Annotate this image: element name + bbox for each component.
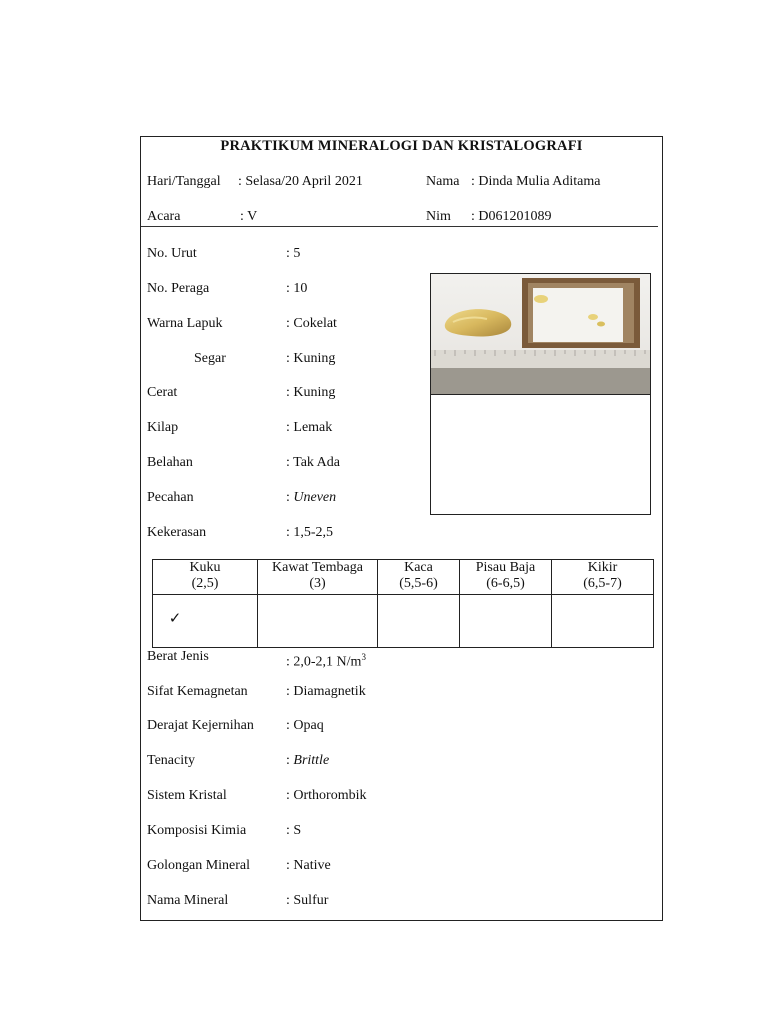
- acara-label: Acara: [147, 209, 181, 224]
- pecahan-label: Pecahan: [147, 490, 194, 505]
- warna-lapuk-label: Warna Lapuk: [147, 316, 223, 331]
- col-range: (6,5-7): [583, 576, 622, 591]
- sistem-kristal-value: : Orthorombik: [286, 788, 367, 803]
- col-name: Kawat Tembaga: [272, 560, 363, 575]
- derajat-kejernihan-label: Derajat Kejernihan: [147, 718, 254, 733]
- berat-jenis-value: : 2,0-2,1 N/m: [286, 654, 362, 670]
- col-name: Kuku: [189, 560, 221, 575]
- pecahan-value: Uneven: [293, 490, 337, 505]
- hardness-cell-kaca: [378, 595, 460, 648]
- tenacity-label: Tenacity: [147, 753, 195, 768]
- komposisi-kimia-label: Komposisi Kimia: [147, 823, 247, 838]
- hardness-result-row: [153, 595, 654, 648]
- hari-value: : Selasa/20 April 2021: [238, 174, 363, 189]
- kekerasan-value: : 1,5-2,5: [286, 525, 334, 540]
- berat-jenis-value-wrap: [286, 649, 366, 671]
- report-sheet: [140, 136, 663, 921]
- nama-value: : Dinda Mulia Aditama: [471, 174, 601, 189]
- no-urut-label: No. Urut: [147, 246, 197, 261]
- col-name: Kaca: [404, 560, 433, 575]
- hardness-cell-kuku: [153, 595, 258, 648]
- sample-photo: [431, 274, 650, 395]
- nama-label: Nama: [426, 174, 460, 189]
- hardness-header-row: [153, 560, 654, 595]
- col-range: (2,5): [191, 576, 219, 591]
- check-icon: ✓: [168, 611, 182, 627]
- tenacity-value-wrap: [286, 753, 329, 769]
- pecahan-colon: :: [286, 490, 294, 505]
- acara-value: : V: [240, 209, 258, 224]
- hardness-col-kaca: [378, 560, 460, 595]
- komposisi-kimia-value: : S: [286, 823, 302, 838]
- hardness-col-kawat: [258, 560, 378, 595]
- page-title: PRAKTIKUM MINERALOGI DAN KRISTALOGRAFI: [220, 138, 583, 154]
- derajat-kejernihan-value: : Opaq: [286, 718, 324, 733]
- cerat-value: : Kuning: [286, 385, 336, 400]
- belahan-value: : Tak Ada: [286, 455, 340, 470]
- hardness-cell-kikir: [552, 595, 654, 648]
- hari-label: Hari/Tanggal: [147, 174, 221, 189]
- belahan-label: Belahan: [147, 455, 193, 470]
- hardness-col-kuku: [153, 560, 258, 595]
- golongan-mineral-value: : Native: [286, 858, 331, 873]
- nama-mineral-label: Nama Mineral: [147, 893, 229, 908]
- kilap-label: Kilap: [147, 420, 179, 435]
- col-name: Pisau Baja: [475, 560, 536, 575]
- nim-label: Nim: [426, 209, 451, 224]
- no-peraga-value: : 10: [286, 281, 308, 296]
- segar-value: : Kuning: [286, 351, 336, 366]
- warna-lapuk-value: : Cokelat: [286, 316, 337, 331]
- no-peraga-label: No. Peraga: [147, 281, 210, 296]
- hardness-col-pisau: [460, 560, 552, 595]
- tenacity-colon: :: [286, 753, 294, 768]
- no-urut-value: : 5: [286, 246, 301, 261]
- hardness-cell-pisau: [460, 595, 552, 648]
- nim-value: : D061201089: [471, 209, 552, 224]
- pecahan-value-wrap: [286, 490, 336, 506]
- hardness-col-kikir: [552, 560, 654, 595]
- tenacity-value: Brittle: [293, 753, 330, 768]
- sifat-kemagnetan-value: : Diamagnetik: [286, 684, 366, 699]
- col-range: (6-6,5): [486, 576, 525, 591]
- berat-jenis-label: Berat Jenis: [147, 649, 209, 664]
- sulfur-sample-image: [431, 274, 650, 394]
- sample-photo-box: [430, 273, 651, 515]
- hardness-cell-kawat: [258, 595, 378, 648]
- nama-mineral-value: : Sulfur: [286, 893, 329, 908]
- sistem-kristal-label: Sistem Kristal: [147, 788, 227, 803]
- segar-label: Segar: [194, 351, 226, 366]
- kekerasan-label: Kekerasan: [147, 525, 207, 540]
- golongan-mineral-label: Golongan Mineral: [147, 858, 251, 873]
- col-range: (5,5-6): [399, 576, 438, 591]
- cerat-label: Cerat: [147, 385, 178, 400]
- berat-jenis-sup: 3: [361, 652, 366, 662]
- hardness-table: [152, 559, 654, 648]
- header-divider: [141, 226, 658, 227]
- col-name: Kikir: [587, 560, 618, 575]
- col-range: (3): [309, 576, 326, 591]
- sifat-kemagnetan-label: Sifat Kemagnetan: [147, 684, 248, 699]
- kilap-value: : Lemak: [286, 420, 333, 435]
